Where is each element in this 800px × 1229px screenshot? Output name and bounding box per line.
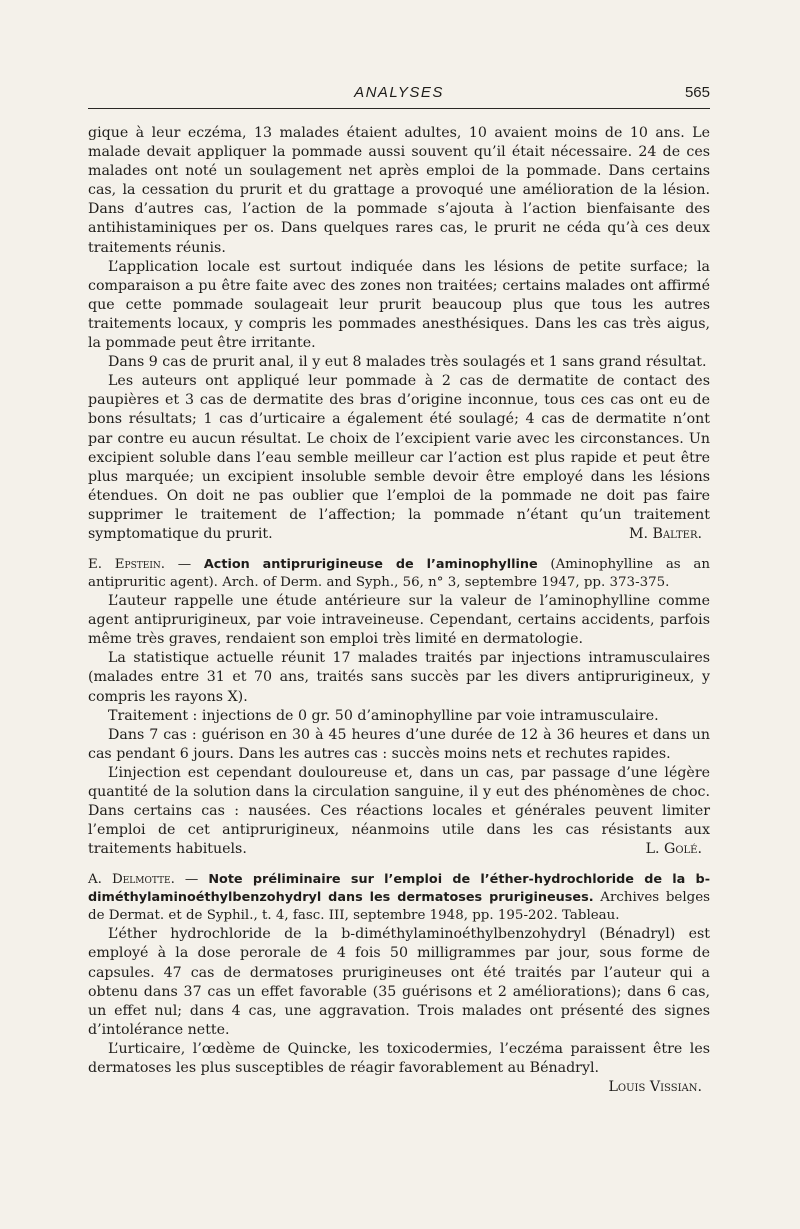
page-number: 565 — [684, 84, 710, 101]
paragraph — [88, 764, 710, 859]
entry-dash: — — [165, 557, 204, 573]
entry-reference: (Aminophylline as an antipruritic agent). Arch. of Derm. and Syph., 56, n° 3, septembre 1947, pp. 373-375. — [88, 557, 711, 591]
paragraph-text: L’injection est cependant douloureuse et, dans un cas, par passage d’une légère quantité de la solution dans la circulation sanguine, il y eut des phénomènes de choc. Dans certains cas : nausées. Ces réactions locales et générales peuvent limiter l’emploi de cet antiprurigineux, néanmoins utile dans les cas résistants aux traitements habituels. — [88, 764, 710, 858]
paragraph — [88, 372, 710, 544]
review-entry-heading — [88, 556, 710, 592]
review-entry-heading — [88, 871, 710, 925]
reviewer-signature: L. Golé. — [645, 841, 702, 858]
paragraph: L’auteur rappelle une étude antérieure sur la valeur de l’aminophylline comme agent antiprurigineux, par voie intraveineuse. Cependant, certains accidents, parfois même très graves, rendaient son emploi très limité en dermatologie. — [88, 593, 710, 648]
paragraph-text: Les auteurs ont appliqué leur pommade à 2 cas de dermatite de contact des paupières et 3 cas de dermatite des bras d’origine inconnue, tous ces cas ont eu de bons résultats; 1 cas d’urticaire a également été soulagé; 4 cas de dermatite n’ont par contre eu aucun résultat. Le choix de l’excipient varie avec les circonstances. Un excipient soluble dans l’eau semble meilleur car l’action est plus rapide et peut être plus marquée; un excipient insoluble semble devoir être employé dans les lésions étendues. On doit ne pas oublier que l’emploi de la pommade ne doit pas faire supprimer le traitement de l’affection; la pommade n’étant qu’un traitement symptomatique du prurit. — [88, 373, 710, 542]
paragraph: gique à leur eczéma, 13 malades étaient adultes, 10 avaient moins de 10 ans. Le malade devait appliquer la pommade aussi souvent qu’il était nécessaire. 24 de ces malades ont noté un soulagement net après emploi de la pommade. Dans certains cas, la cessation du prurit et du grattage a provoqué une amélioration de la lésion. Dans d’autres cas, l’action de la pommade s’ajouta à l’action bienfaisante des antihistaminiques per os. Dans quelques rares cas, le prurit ne céda qu’à ces deux traitements réunis. — [88, 125, 710, 256]
reviewer-signature: M. Balter. — [628, 525, 702, 542]
paragraph: La statistique actuelle réunit 17 malades traités par injections intramusculaires (malades entre 31 et 70 ans, traités sans succès par les divers antiprurigineux, y compris les rayons X). — [88, 650, 710, 705]
entry-title: Note préliminaire sur l’emploi de l’éther-hydrochloride de la b-diméthylaminoéthylbenzohydryl dans les dermatoses prurigineuses. — [88, 872, 711, 906]
paragraph: L’application locale est surtout indiquée dans les lésions de petite surface; la comparaison a pu être faite avec des zones non traitées; certains malades ont affirmé que cette pommade soulageait leur prurit beaucoup plus que tous les autres traitements locaux, y compris les pommades anesthésiques. Dans les cas très aigus, la pommade peut être irritante. — [88, 258, 710, 352]
entry-title: Action antiprurigineuse de l’aminophylline — [203, 557, 538, 573]
entry-dash: — — [174, 872, 209, 888]
reviewer-signature: Louis Vissian. — [608, 1079, 702, 1096]
paragraph: Dans 7 cas : guérison en 30 à 45 heures d’une durée de 12 à 36 heures et dans un cas pendant 6 jours. Dans les autres cas : succès moins nets et rechutes rapides. — [88, 726, 710, 762]
paragraph: L’éther hydrochloride de la b-diméthylaminoéthylbenzohydryl (Bénadryl) est employé à la dose perorale de 4 fois 50 milligrammes par jour, sous forme de capsules. 47 cas de dermatoses prurigineuses ont été traités par l’auteur qui a obtenu dans 37 cas un effet favorable (35 guérisons et 2 améliorations); dans 6 cas, un effet nul; dans 4 cas, une aggravation. Trois malades ont présenté des signes d’intolérance nette. — [88, 926, 710, 1038]
paragraph: L’urticaire, l’œdème de Quincke, les toxicodermies, l’eczéma paraissent être les dermatoses les plus susceptibles de réagir favorablement au Bénadryl. — [88, 1040, 710, 1077]
paragraph: Dans 9 cas de prurit anal, il y eut 8 malades très soulagés et 1 sans grand résultat. — [108, 354, 707, 371]
entry-author: A. Delmotte. — [88, 872, 175, 888]
entry-author: E. Epstein. — [88, 557, 166, 573]
paragraph: Traitement : injections de 0 gr. 50 d’aminophylline par voie intramusculaire. — [108, 707, 659, 724]
running-header — [88, 84, 710, 109]
entry-reference: Archives belges de Dermat. et de Syphil., t. 4, fasc. III, septembre 1948, pp. 195-202. Tableau. — [88, 890, 711, 924]
article-body — [88, 124, 710, 1097]
running-title: ANALYSES — [354, 84, 444, 101]
